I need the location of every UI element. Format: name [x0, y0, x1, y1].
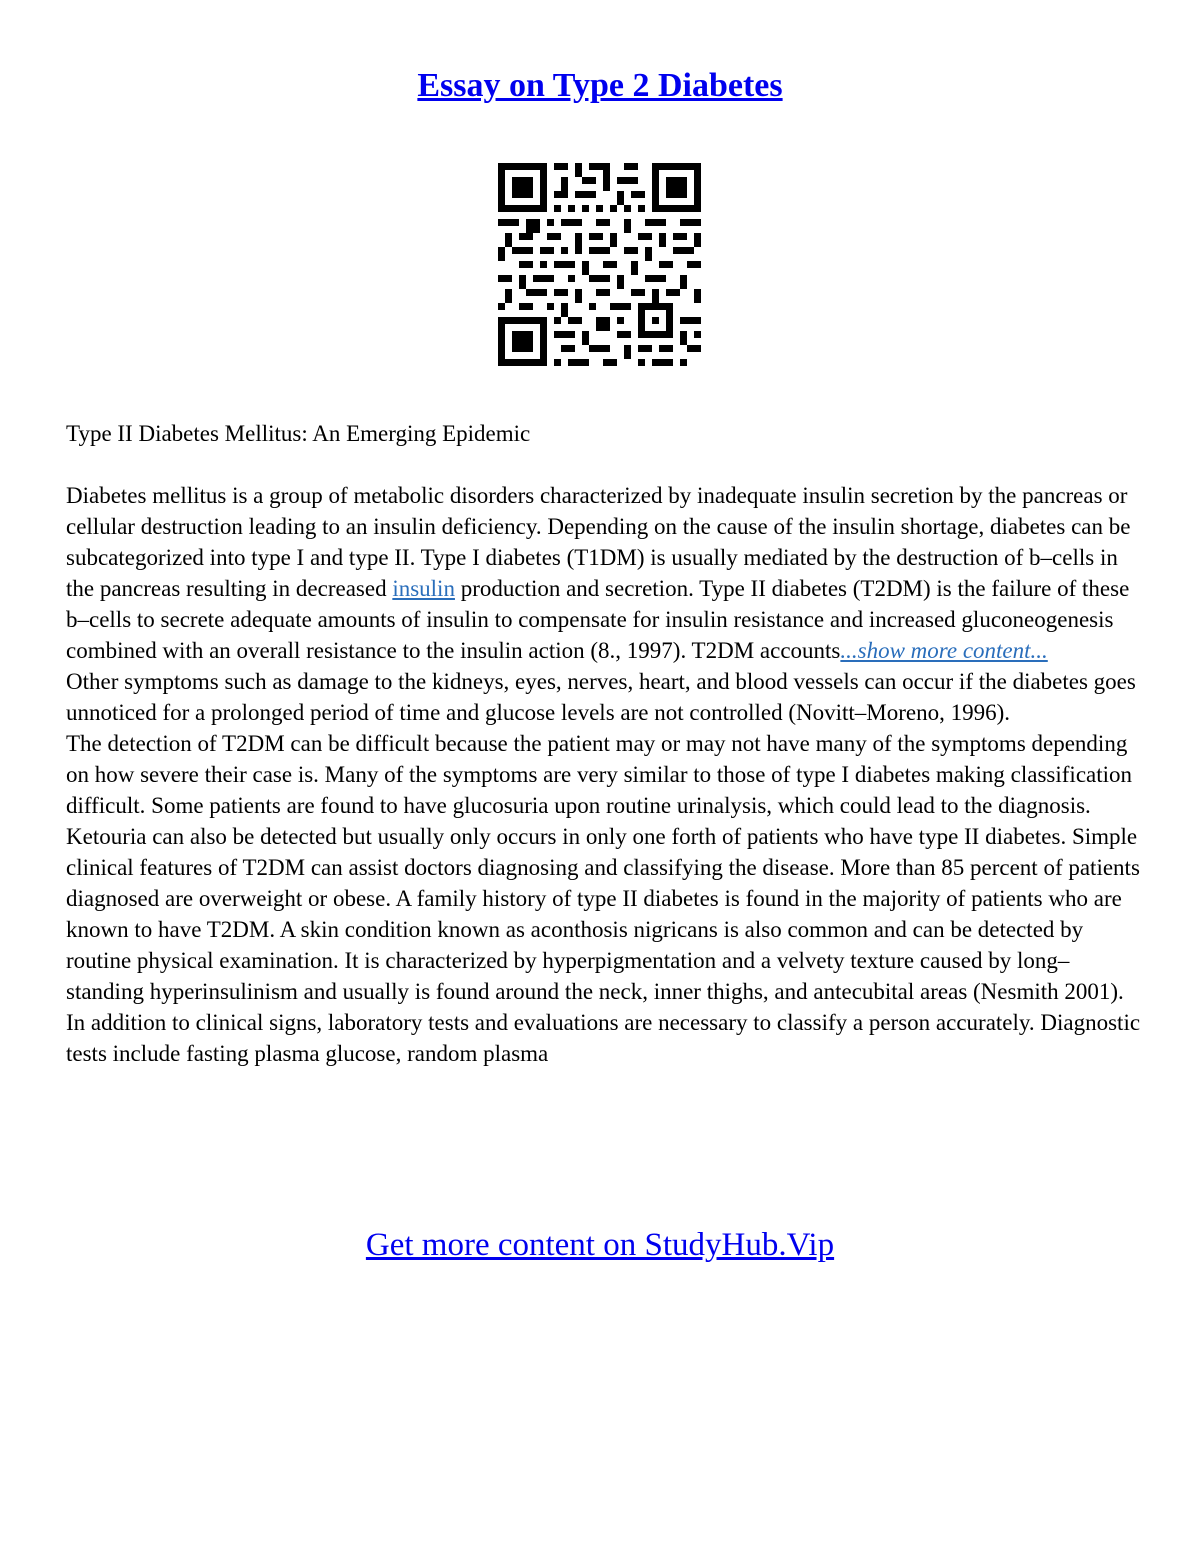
- page-title: [0, 64, 1200, 108]
- show-more-link[interactable]: ...show more content...: [840, 638, 1048, 663]
- qr-code-icon: [498, 163, 701, 366]
- studyhub-link[interactable]: Get more content on StudyHub.Vip: [365, 1227, 835, 1263]
- title-link[interactable]: Essay on Type 2 Diabetes: [417, 67, 783, 104]
- insulin-link[interactable]: insulin: [392, 576, 455, 601]
- paragraph-2: Other symptoms such as damage to the kidneys, eyes, nerves, heart, and blood vessels can occur if the diabetes goes unnoticed for a prolonged period of time and glucose levels are not controlled (Novitt–Moreno, 1996).: [66, 669, 1136, 725]
- paragraph-3: The detection of T2DM can be difficult because the patient may or may not have many of the symptoms depending on how severe their case is. Many of the symptoms are very similar to those of type I diabetes making classification difficult. Some patients are found to have glucosuria upon routine urinalysis, which could lead to the diagnosis. Ketouria can also be detected but usually only occurs in only one forth of patients who have type II diabetes. Simple clinical features of T2DM can assist doctors diagnosing and classifying the disease. More than 85 percent of patients diagnosed are overweight or obese. A family history of type II diabetes is found in the majority of patients who are known to have T2DM. A skin condition known as aconthosis nigricans is also common and can be detected by routine physical examination. It is characterized by hyperpigmentation and a velvety texture caused by long–standing hyperinsulinism and usually is found around the neck, inner thighs, and antecubital areas (Nesmith 2001).: [66, 731, 1140, 1004]
- paragraph-1-text-a: Diabetes mellitus is a group of metabolic disorders characterized by inadequate insulin secretion by the pancreas or cellular destruction leading to an insulin deficiency. Depending on the cause of the insulin shortage, diabetes can be subcategorized into type I and type II. Type I diabetes (T1DM) is usually mediated by the destruction of b–cells in the pancreas resulting in decreased: [66, 483, 1131, 601]
- essay-subtitle: Type II Diabetes Mellitus: An Emerging Epidemic: [66, 421, 531, 446]
- paragraph-4: In addition to clinical signs, laboratory tests and evaluations are necessary to classify a person accurately. Diagnostic tests include fasting plasma glucose, random plasma: [66, 1010, 1141, 1066]
- paragraph-1-text-b: production and secretion. Type II diabetes (T2DM) is the failure of these b–cells to secrete adequate amounts of insulin to compensate for insulin resistance and increased gluconeogenesis combined with an overall resistance to the insulin action (8., 1997). T2DM accounts: [66, 576, 1130, 663]
- essay-body: [66, 418, 1146, 1069]
- paragraph-1: [66, 480, 1146, 666]
- footer: [0, 1224, 1200, 1266]
